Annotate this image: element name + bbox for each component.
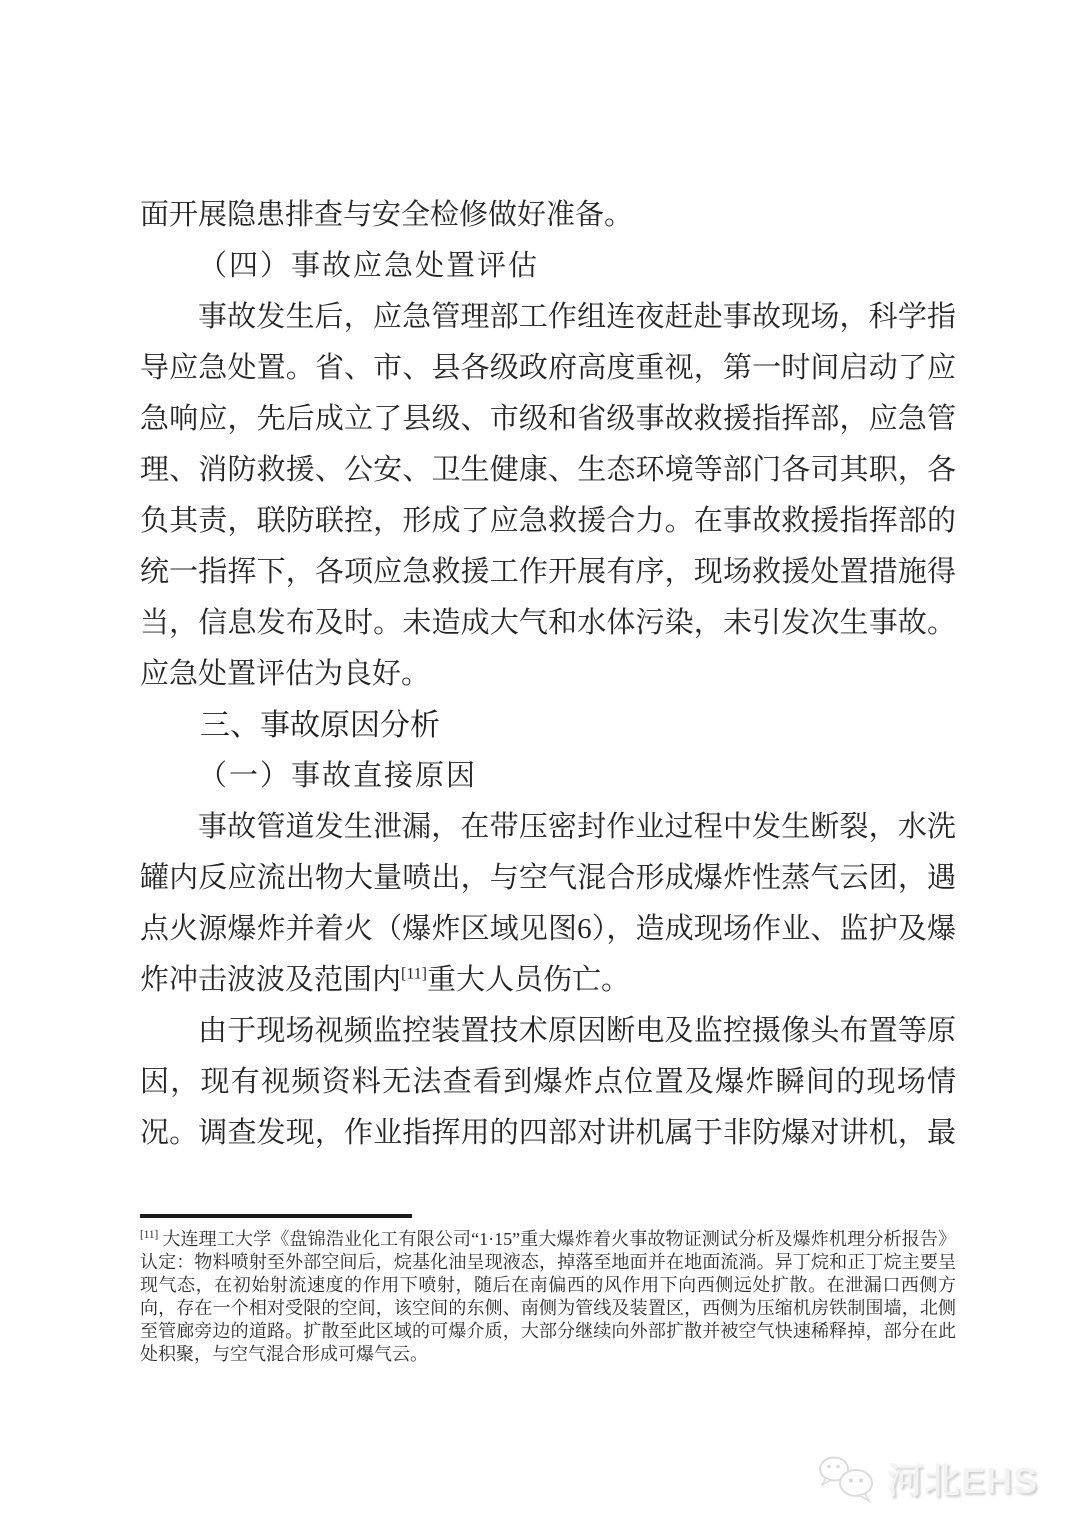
- footnote-text: 大连理工大学《盘锦浩业化工有限公司“1·15”重大爆炸着火事故物证测试分析及爆炸机理分析报告》认定：物料喷射至外部空间后，烷基化油呈现液态，掉落至地面并在地面流淌。异丁烷和正丁烷主要呈现气态，在初始射流速度的作用下喷射，随后在南偏西的风作用下向西侧远处扩散。在泄漏口西侧方向，存在一个相对受限的空间，该空间的东侧、南侧为管线及装置区，西侧为压缩机房铁制围墙，北侧至管廊旁边的道路。扩散至此区域的可爆介质，大部分继续向外部扩散并被空气快速稀释掉，部分在此处积聚，与空气混合形成可爆气云。: [140, 1229, 956, 1364]
- heading-section4-emergency-evaluation: （四）事故应急处置评估: [198, 250, 540, 282]
- footnote-marker: [11]: [140, 1229, 159, 1241]
- paragraph-emergency-response: 事故发生后，应急管理部工作组连夜赶赴事故现场，科学指导应急处置。省、市、县各级政府高度重视，第一时间启动了应急响应，先后成立了县级、市级和省级事故救援指挥部，应急管理、消防救援、公安、卫生健康、生态环境等部门各司其职，各负其责，联防联控，形成了应急救援合力。在事故救援指挥部的统一指挥下，各项应急救援工作开展有序，现场救援处置措施得当，信息发布及时。未造成大气和水体污染，未引发次生事故。应急处置评估为良好。: [140, 301, 956, 690]
- direct-cause-text: 事故管道发生泄漏，在带压密封作业过程中发生断裂，水洗罐内反应流出物大量喷出，与空气混合形成爆炸性蒸气云团，遇点火源爆炸并着火（爆炸区域见图6），造成现场作业、监护及爆炸冲击波波及范围内: [140, 811, 956, 996]
- footnote-ref-11: [11]: [401, 965, 427, 983]
- footnote-11: [140, 1228, 956, 1366]
- heading-section3-cause-analysis: 三、事故原因分析: [200, 709, 440, 742]
- wechat-icon: [817, 1454, 877, 1504]
- heading-sub1-direct-cause: （一）事故直接原因: [198, 760, 478, 792]
- footnote-area: [140, 1214, 956, 1366]
- paragraph-continuation: 面开展隐患排查与安全检修做好准备。: [140, 199, 634, 231]
- paragraph-direct-cause: [140, 802, 956, 1006]
- page-body: [140, 190, 956, 1159]
- footnote-separator: [140, 1214, 412, 1218]
- paragraph-video-evidence: 由于现场视频监控装置技术原因断电及监控摄像头布置等原因，现有视频资料无法查看到爆炸点位置及爆炸瞬间的现场情况。调查发现，作业指挥用的四部对讲机属于非防爆对讲机，最: [140, 1015, 956, 1149]
- watermark: [817, 1453, 1038, 1504]
- direct-cause-text-end: 重大人员伤亡。: [426, 964, 630, 996]
- watermark-label: 河北EHS: [886, 1460, 1038, 1501]
